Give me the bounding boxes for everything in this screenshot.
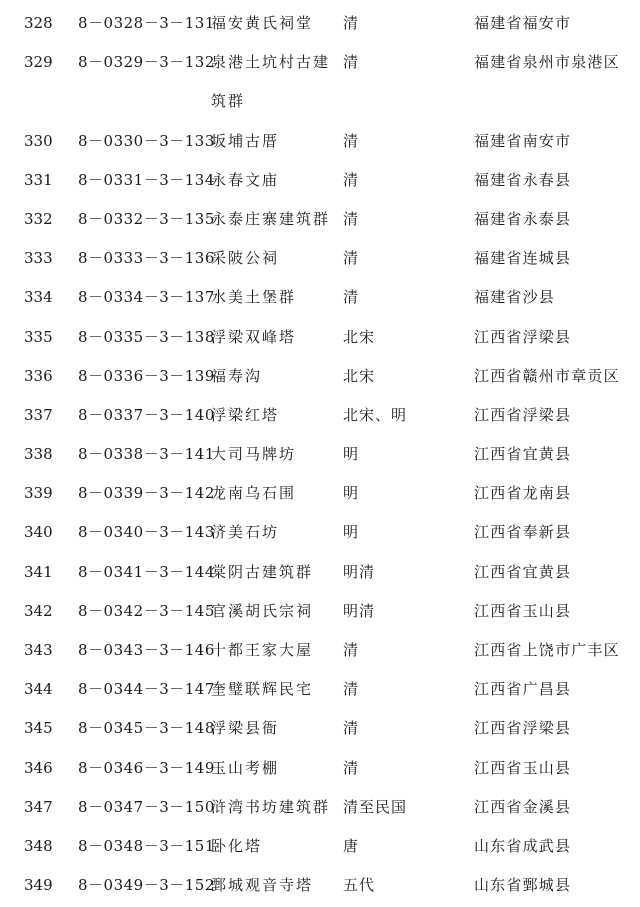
row-code: 8－0348－3－151	[78, 836, 215, 855]
row-location: 山东省鄄城县	[474, 876, 572, 895]
row-number: 339	[24, 484, 53, 503]
table-row	[0, 357, 640, 396]
row-location: 江西省浮梁县	[474, 719, 572, 738]
row-name: 福寿沟	[211, 366, 263, 385]
row-location: 江西省玉山县	[474, 601, 572, 620]
table-row	[0, 788, 640, 827]
row-code: 8－0343－3－146	[78, 641, 215, 660]
heritage-list-table	[0, 4, 640, 905]
row-era: 唐	[343, 836, 360, 855]
row-number: 332	[24, 209, 53, 228]
row-name: 十都王家大屋	[211, 641, 314, 660]
row-name: 采陂公祠	[211, 249, 280, 268]
row-code: 8－0339－3－142	[78, 484, 215, 503]
row-code: 8－0335－3－138	[78, 327, 215, 346]
row-era: 北宋	[343, 327, 376, 346]
table-row	[0, 553, 640, 592]
row-location: 福建省福安市	[474, 14, 572, 32]
row-name: 浒湾书坊建筑群	[211, 797, 331, 816]
row-location: 江西省浮梁县	[474, 327, 572, 346]
row-name: 卧化塔	[211, 836, 263, 855]
row-number: 333	[24, 249, 53, 268]
row-era: 北宋	[343, 366, 376, 385]
table-row	[0, 474, 640, 513]
row-number: 344	[24, 680, 53, 699]
row-number: 338	[24, 445, 53, 464]
row-era: 明	[343, 484, 360, 503]
row-code: 8－0332－3－135	[78, 209, 215, 228]
row-number: 329	[24, 53, 53, 72]
row-era: 清	[343, 209, 360, 228]
row-name: 浮梁县衙	[211, 719, 280, 738]
row-name: 大司马牌坊	[211, 445, 297, 464]
row-code: 8－0330－3－133	[78, 131, 215, 150]
row-number: 349	[24, 876, 53, 895]
table-row	[0, 4, 640, 43]
row-name: 浮梁双峰塔	[211, 327, 297, 346]
row-number: 340	[24, 523, 53, 542]
row-location: 江西省玉山县	[474, 758, 572, 777]
row-era: 清	[343, 249, 360, 268]
row-number: 335	[24, 327, 53, 346]
row-era: 清	[343, 641, 360, 660]
row-number: 342	[24, 601, 53, 620]
row-era: 清	[343, 53, 360, 72]
row-name: 棠阴古建筑群	[211, 562, 314, 581]
row-location: 福建省沙县	[474, 288, 556, 307]
row-location: 江西省奉新县	[474, 523, 572, 542]
row-code: 8－0329－3－132	[78, 53, 215, 72]
row-era: 明清	[343, 562, 376, 581]
row-era: 明	[343, 523, 360, 542]
row-location: 福建省永泰县	[474, 209, 572, 228]
row-name: 福安黄氏祠堂	[211, 14, 314, 32]
row-number: 331	[24, 170, 53, 189]
row-name: 官溪胡氏宗祠	[211, 601, 314, 620]
table-row	[0, 827, 640, 866]
row-code: 8－0331－3－134	[78, 170, 215, 189]
row-name: 玉山考棚	[211, 758, 280, 777]
row-code: 8－0347－3－150	[78, 797, 215, 816]
row-location: 江西省广昌县	[474, 680, 572, 699]
row-number: 336	[24, 366, 53, 385]
row-number: 337	[24, 405, 53, 424]
row-location: 江西省宜黄县	[474, 445, 572, 464]
row-name: 永泰庄寨建筑群	[211, 209, 331, 228]
table-row	[0, 631, 640, 670]
row-number: 334	[24, 288, 53, 307]
row-code: 8－0328－3－131	[78, 14, 215, 32]
row-era: 明	[343, 445, 360, 464]
row-era: 清	[343, 288, 360, 307]
table-row	[0, 435, 640, 474]
table-row	[0, 122, 640, 161]
row-location: 福建省泉州市泉港区	[474, 53, 620, 72]
row-code: 8－0342－3－145	[78, 601, 215, 620]
table-row	[0, 318, 640, 357]
row-location: 福建省连城县	[474, 249, 572, 268]
table-row	[0, 592, 640, 631]
row-era: 清	[343, 719, 360, 738]
row-code: 8－0340－3－143	[78, 523, 215, 542]
table-row	[0, 749, 640, 788]
row-name: 浮梁红塔	[211, 405, 280, 424]
row-code: 8－0338－3－141	[78, 445, 215, 464]
row-name: 济美石坊	[211, 523, 280, 542]
row-location: 福建省南安市	[474, 131, 572, 150]
row-code: 8－0334－3－137	[78, 288, 215, 307]
row-location: 江西省宜黄县	[474, 562, 572, 581]
row-number: 347	[24, 797, 53, 816]
row-number: 328	[24, 14, 53, 32]
row-name: 龙南乌石围	[211, 484, 297, 503]
row-location: 江西省浮梁县	[474, 405, 572, 424]
row-location: 江西省龙南县	[474, 484, 572, 503]
row-name: 坂埔古厝	[211, 131, 280, 150]
row-era: 清至民国	[343, 797, 408, 816]
row-name: 水美土堡群	[211, 288, 297, 307]
row-name: 泉港土坑村古建筑群	[211, 53, 331, 111]
row-number: 343	[24, 641, 53, 660]
table-row	[0, 200, 640, 239]
table-row	[0, 396, 640, 435]
table-row	[0, 513, 640, 552]
row-code: 8－0337－3－140	[78, 405, 215, 424]
row-name: 永春文庙	[211, 170, 280, 189]
row-era: 清	[343, 131, 360, 150]
row-code: 8－0341－3－144	[78, 562, 215, 581]
row-era: 北宋、明	[343, 405, 408, 424]
row-name: 鄄城观音寺塔	[211, 876, 314, 895]
row-number: 345	[24, 719, 53, 738]
row-era: 清	[343, 680, 360, 699]
row-location: 江西省上饶市广丰区	[474, 641, 620, 660]
row-location: 江西省金溪县	[474, 797, 572, 816]
table-row	[0, 670, 640, 709]
row-code: 8－0345－3－148	[78, 719, 215, 738]
row-location: 江西省赣州市章贡区	[474, 366, 620, 385]
row-number: 330	[24, 131, 53, 150]
row-number: 348	[24, 836, 53, 855]
table-row	[0, 709, 640, 748]
table-row	[0, 161, 640, 200]
row-name: 奎璧联辉民宅	[211, 680, 314, 699]
table-row	[0, 866, 640, 905]
row-location: 福建省永春县	[474, 170, 572, 189]
row-era: 明清	[343, 601, 376, 620]
table-row	[0, 278, 640, 317]
row-code: 8－0349－3－152	[78, 876, 215, 895]
row-number: 341	[24, 562, 53, 581]
row-era: 清	[343, 170, 360, 189]
row-code: 8－0344－3－147	[78, 680, 215, 699]
row-era: 清	[343, 758, 360, 777]
row-era: 清	[343, 14, 360, 32]
row-code: 8－0333－3－136	[78, 249, 215, 268]
row-code: 8－0336－3－139	[78, 366, 215, 385]
table-row	[0, 239, 640, 278]
row-number: 346	[24, 758, 53, 777]
row-code: 8－0346－3－149	[78, 758, 215, 777]
row-era: 五代	[343, 876, 376, 895]
row-location: 山东省成武县	[474, 836, 572, 855]
table-row	[0, 43, 640, 121]
